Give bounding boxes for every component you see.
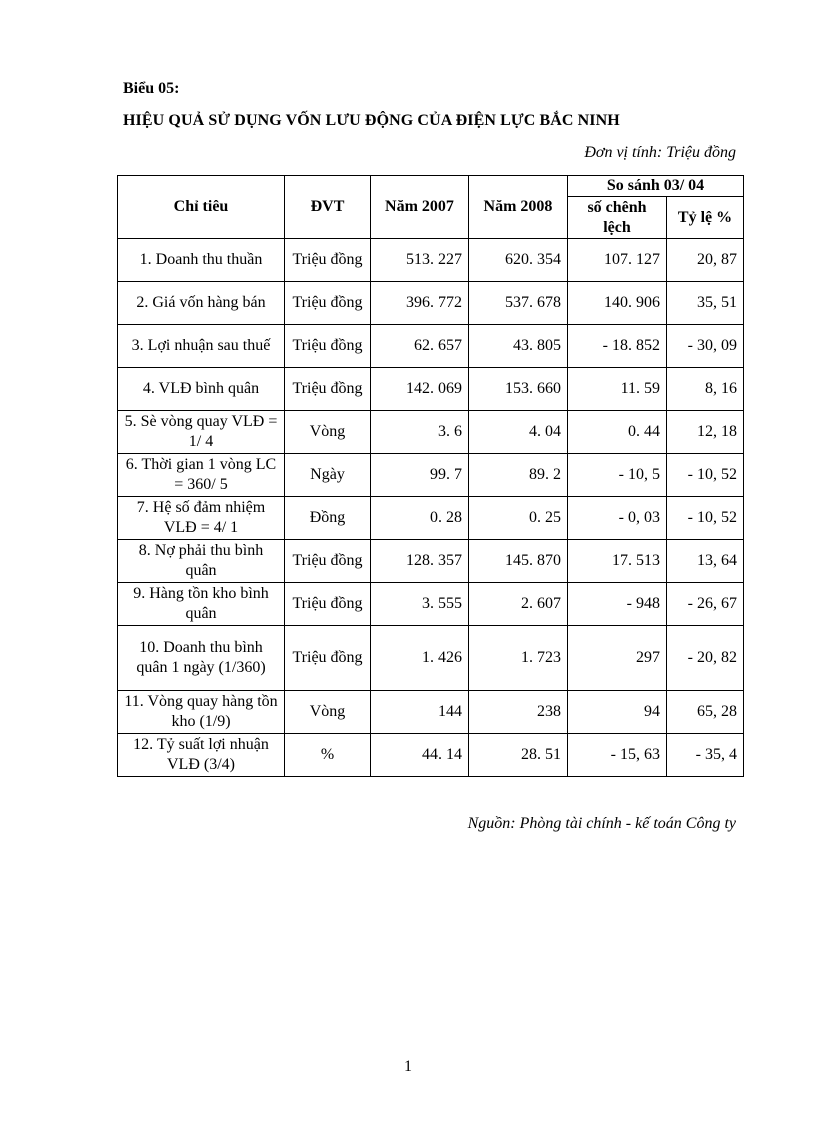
table-row: [118, 368, 744, 411]
header-diff: số chênh lệch: [568, 197, 667, 239]
table-label: Biểu 05:: [123, 80, 180, 97]
document-title: HIỆU QUẢ SỬ DỤNG VỐN LƯU ĐỘNG CỦA ĐIỆN LỰC BẮC NINH: [123, 112, 620, 129]
value-2008-cell: 1. 723: [469, 626, 568, 691]
indicator-cell: 10. Doanh thu bình quân 1 ngày (1/360): [118, 626, 285, 691]
ratio-cell: 35, 51: [667, 282, 744, 325]
ratio-cell: 13, 64: [667, 540, 744, 583]
diff-cell: - 15, 63: [568, 734, 667, 777]
table-row: [118, 583, 744, 626]
source-note: Nguồn: Phòng tài chính - kế toán Công ty: [467, 815, 736, 832]
value-2007-cell: 513. 227: [371, 239, 469, 282]
indicator-cell: 11. Vòng quay hàng tồn kho (1/9): [118, 691, 285, 734]
value-2008-cell: 153. 660: [469, 368, 568, 411]
unit-cell: Vòng: [285, 691, 371, 734]
ratio-cell: - 30, 09: [667, 325, 744, 368]
diff-cell: - 10, 5: [568, 454, 667, 497]
ratio-cell: - 35, 4: [667, 734, 744, 777]
diff-cell: 107. 127: [568, 239, 667, 282]
indicator-cell: 8. Nợ phải thu bình quân: [118, 540, 285, 583]
diff-cell: 11. 59: [568, 368, 667, 411]
ratio-cell: - 20, 82: [667, 626, 744, 691]
value-2008-cell: 43. 805: [469, 325, 568, 368]
ratio-cell: 20, 87: [667, 239, 744, 282]
value-2007-cell: 99. 7: [371, 454, 469, 497]
value-2007-cell: 3. 6: [371, 411, 469, 454]
unit-cell: Triệu đồng: [285, 282, 371, 325]
ratio-cell: 8, 16: [667, 368, 744, 411]
efficiency-table: [117, 175, 744, 777]
diff-cell: 0. 44: [568, 411, 667, 454]
diff-cell: 140. 906: [568, 282, 667, 325]
unit-note: Đơn vị tính: Triệu đồng: [584, 144, 736, 161]
value-2007-cell: 128. 357: [371, 540, 469, 583]
unit-cell: Triệu đồng: [285, 583, 371, 626]
table-row: [118, 282, 744, 325]
diff-cell: 17. 513: [568, 540, 667, 583]
value-2008-cell: 238: [469, 691, 568, 734]
table-row: [118, 626, 744, 691]
value-2008-cell: 28. 51: [469, 734, 568, 777]
table-row: [118, 691, 744, 734]
unit-cell: Vòng: [285, 411, 371, 454]
value-2008-cell: 2. 607: [469, 583, 568, 626]
indicator-cell: 6. Thời gian 1 vòng LC = 360/ 5: [118, 454, 285, 497]
header-year-2008: Năm 2008: [469, 176, 568, 239]
table-row: [118, 540, 744, 583]
indicator-cell: 3. Lợi nhuận sau thuế: [118, 325, 285, 368]
unit-cell: Đồng: [285, 497, 371, 540]
header-indicator: Chỉ tiêu: [118, 176, 285, 239]
value-2007-cell: 44. 14: [371, 734, 469, 777]
indicator-cell: 12. Tỷ suất lợi nhuận VLĐ (3/4): [118, 734, 285, 777]
diff-cell: - 948: [568, 583, 667, 626]
unit-cell: Triệu đồng: [285, 239, 371, 282]
value-2007-cell: 1. 426: [371, 626, 469, 691]
value-2007-cell: 144: [371, 691, 469, 734]
unit-cell: Triệu đồng: [285, 368, 371, 411]
table-row: [118, 325, 744, 368]
ratio-cell: - 26, 67: [667, 583, 744, 626]
ratio-cell: 65, 28: [667, 691, 744, 734]
indicator-cell: 4. VLĐ bình quân: [118, 368, 285, 411]
table-row: [118, 454, 744, 497]
diff-cell: - 18. 852: [568, 325, 667, 368]
header-compare: So sánh 03/ 04: [568, 176, 744, 197]
table-row: [118, 734, 744, 777]
value-2007-cell: 62. 657: [371, 325, 469, 368]
value-2007-cell: 3. 555: [371, 583, 469, 626]
table-body: [118, 239, 744, 777]
table-row: [118, 411, 744, 454]
value-2008-cell: 4. 04: [469, 411, 568, 454]
header-year-2007: Năm 2007: [371, 176, 469, 239]
header-unit: ĐVT: [285, 176, 371, 239]
table-row: [118, 239, 744, 282]
header-ratio: Tỷ lệ %: [667, 197, 744, 239]
indicator-cell: 7. Hệ số đảm nhiệm VLĐ = 4/ 1: [118, 497, 285, 540]
value-2008-cell: 620. 354: [469, 239, 568, 282]
unit-cell: Triệu đồng: [285, 540, 371, 583]
diff-cell: 94: [568, 691, 667, 734]
unit-cell: %: [285, 734, 371, 777]
value-2008-cell: 145. 870: [469, 540, 568, 583]
ratio-cell: 12, 18: [667, 411, 744, 454]
ratio-cell: - 10, 52: [667, 454, 744, 497]
unit-cell: Triệu đồng: [285, 325, 371, 368]
diff-cell: - 0, 03: [568, 497, 667, 540]
page-number: 1: [404, 1058, 412, 1075]
value-2007-cell: 396. 772: [371, 282, 469, 325]
unit-cell: Ngày: [285, 454, 371, 497]
indicator-cell: 1. Doanh thu thuần: [118, 239, 285, 282]
ratio-cell: - 10, 52: [667, 497, 744, 540]
indicator-cell: 5. Sè vòng quay VLĐ = 1/ 4: [118, 411, 285, 454]
unit-cell: Triệu đồng: [285, 626, 371, 691]
table-row: [118, 497, 744, 540]
diff-cell: 297: [568, 626, 667, 691]
value-2008-cell: 0. 25: [469, 497, 568, 540]
value-2007-cell: 142. 069: [371, 368, 469, 411]
indicator-cell: 2. Giá vốn hàng bán: [118, 282, 285, 325]
indicator-cell: 9. Hàng tồn kho bình quân: [118, 583, 285, 626]
value-2008-cell: 537. 678: [469, 282, 568, 325]
value-2008-cell: 89. 2: [469, 454, 568, 497]
value-2007-cell: 0. 28: [371, 497, 469, 540]
